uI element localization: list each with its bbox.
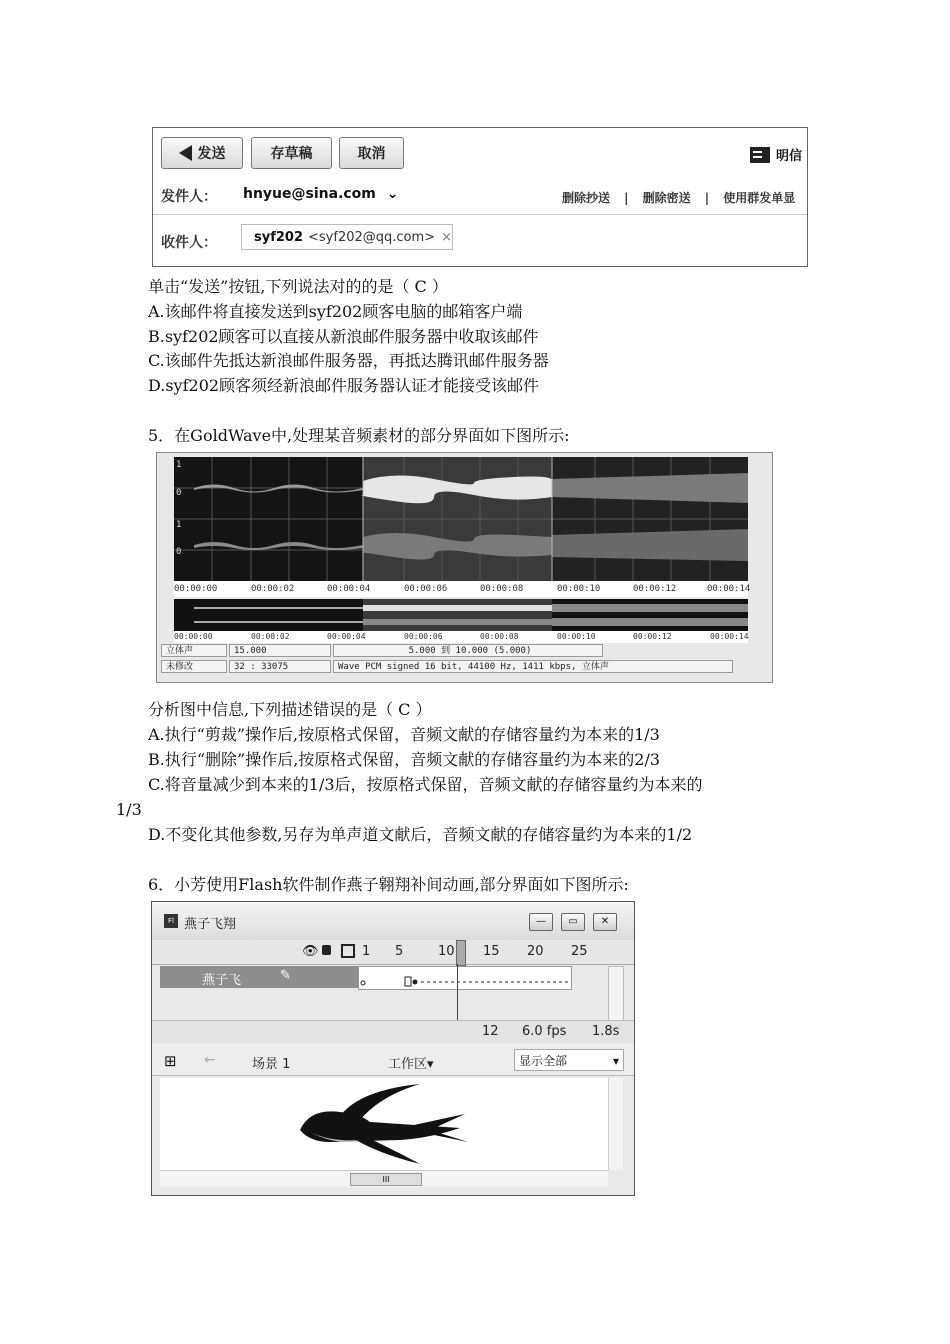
length-status: 15.000 <box>229 644 331 657</box>
cancel-button[interactable]: 取消 <box>339 137 404 169</box>
q4-option-b: B.syf202顾客可以直接从新浪邮件服务器中收取该邮件 <box>148 327 539 346</box>
frame-rate: 6.0 fps <box>522 1024 567 1039</box>
frame-track[interactable] <box>358 966 572 990</box>
to-label: 收件人： <box>161 235 217 251</box>
chevron-down-icon: ▾ <box>612 1054 619 1068</box>
cc-links: 删除抄送 | 删除密送 | 使用群发单显 <box>562 191 796 205</box>
playhead[interactable] <box>456 940 466 966</box>
ch1-top-label: 1 <box>176 460 182 470</box>
q4-stem: 单击“发送”按钮,下列说法对的的是（ C ） <box>148 277 448 296</box>
zoom-select[interactable]: 显示全部 ▾ <box>514 1049 624 1071</box>
time-ruler: 00:00:00 00:00:02 00:00:04 00:00:06 00:00:08 00:00:10 00:00:12 00:00:14 <box>174 581 748 597</box>
stage-hscrollbar[interactable] <box>160 1170 608 1187</box>
close-icon[interactable]: × <box>441 229 452 245</box>
email-compose-window <box>152 127 808 267</box>
from-label: 发件人： <box>161 189 217 205</box>
modified-status: 未修改 <box>161 660 227 673</box>
restore-button[interactable]: ▭ <box>561 913 585 931</box>
overview-waveform[interactable] <box>174 599 748 631</box>
flash-app-icon: Fl <box>164 914 178 928</box>
stage[interactable] <box>160 1078 608 1170</box>
layer-name: 燕子飞 <box>202 973 242 988</box>
scene-label[interactable]: 场景 1 <box>252 1057 291 1072</box>
close-button[interactable]: ✕ <box>593 913 617 931</box>
delete-cc-link[interactable]: 删除抄送 <box>562 191 611 205</box>
save-draft-button[interactable]: 存草稿 <box>251 137 332 169</box>
scroll-thumb[interactable]: III <box>350 1173 422 1186</box>
q5-option-c-cont: 1/3 <box>116 800 142 819</box>
q5-option-d: D.不变化其他参数,另存为单声道文献后，音频文献的存储容量约为本来的1/2 <box>148 825 693 844</box>
group-send-link[interactable]: 使用群发单显 <box>723 191 796 205</box>
q5-stem: 5．在GoldWave中,处理某音频素材的部分界面如下图所示: <box>148 426 570 445</box>
minimize-button[interactable]: — <box>529 913 553 931</box>
window-title: 燕子飞翔 <box>184 917 237 932</box>
timeline-header <box>152 940 634 965</box>
postcard-icon <box>750 147 770 163</box>
elapsed-time: 1.8s <box>592 1024 620 1039</box>
workspace-dropdown[interactable]: 工作区▾ <box>388 1057 434 1072</box>
status-bar-1 <box>161 644 605 659</box>
q4-option-a: A.该邮件将直接发送到syf202顾客电脑的邮箱客户端 <box>148 302 523 321</box>
overview-ruler: 00:00:00 00:00:02 00:00:04 00:00:06 00:00:08 00:00:10 00:00:12 00:00:14 <box>174 632 749 641</box>
delete-bcc-link[interactable]: 删除密送 <box>642 191 691 205</box>
status-bar-2 <box>161 660 735 675</box>
q5-option-b: B.执行“删除”操作后,按原格式保留，音频文献的存储容量约为本来的2/3 <box>148 750 661 769</box>
flash-window: Fl 燕子飞翔 — ▭ ✕ 👁 1 5 10 15 20 25 燕子飞 ✎ 12 6.0 fps 1.8s ⊞ ← 场景 1 工作区▾ 显示全部 ▾ III <box>151 901 635 1196</box>
q6-stem: 6．小芳使用Flash软件制作燕子翱翔补间动画,部分界面如下图所示: <box>148 875 629 894</box>
q5-option-c: C.将音量减少到本来的1/3后，按原格式保留，音频文献的存储容量约为本来的 <box>148 775 703 794</box>
current-frame: 12 <box>482 1024 499 1039</box>
stage-vscrollbar[interactable] <box>608 1078 623 1170</box>
ch2-zero-label: 0 <box>176 547 182 557</box>
outline-icon[interactable] <box>341 944 355 958</box>
send-button[interactable]: 发送 <box>161 137 243 169</box>
format-status: Wave PCM signed 16 bit, 44100 Hz, 1411 kbps, 立体声 <box>333 660 733 673</box>
ch1-zero-label: 0 <box>176 488 182 498</box>
lock-icon[interactable] <box>322 945 331 955</box>
goldwave-window <box>156 452 773 683</box>
position-status: 32 : 33075 <box>229 660 331 673</box>
q4-option-d: D.syf202顾客须经新浪邮件服务器认证才能接受该邮件 <box>148 376 540 395</box>
chevron-down-icon: ⌄ <box>386 186 399 202</box>
back-arrow-icon[interactable]: ← <box>204 1052 216 1068</box>
selection-status: 5.000 到 10.000 (5.000) <box>333 644 603 657</box>
from-select[interactable]: hnyue@sina.com ⌄ <box>243 186 399 202</box>
divider <box>153 214 807 215</box>
layer-row[interactable] <box>160 966 358 988</box>
back-arrow-icon <box>179 145 192 161</box>
q4-option-c: C.该邮件先抵达新浪邮件服务器，再抵达腾讯邮件服务器 <box>148 351 549 370</box>
timeline-toggle-icon[interactable]: ⊞ <box>164 1052 177 1070</box>
q5-analysis: 分析图中信息,下列描述错误的是（ C ） <box>148 700 432 719</box>
pencil-icon: ✎ <box>280 968 291 983</box>
waveform-view[interactable] <box>174 457 748 581</box>
postcard-button[interactable]: 明信 <box>750 145 802 164</box>
recipient-chip[interactable]: syf202 <syf202@qq.com> × <box>241 224 453 250</box>
q5-option-a: A.执行“剪裁”操作后,按原格式保留，音频文献的存储容量约为本来的1/3 <box>148 725 660 744</box>
eye-icon[interactable]: 👁 <box>302 944 319 959</box>
swallow-shape <box>300 1084 468 1164</box>
ch2-top-label: 1 <box>176 520 182 530</box>
channel-status: 立体声 <box>161 644 227 657</box>
